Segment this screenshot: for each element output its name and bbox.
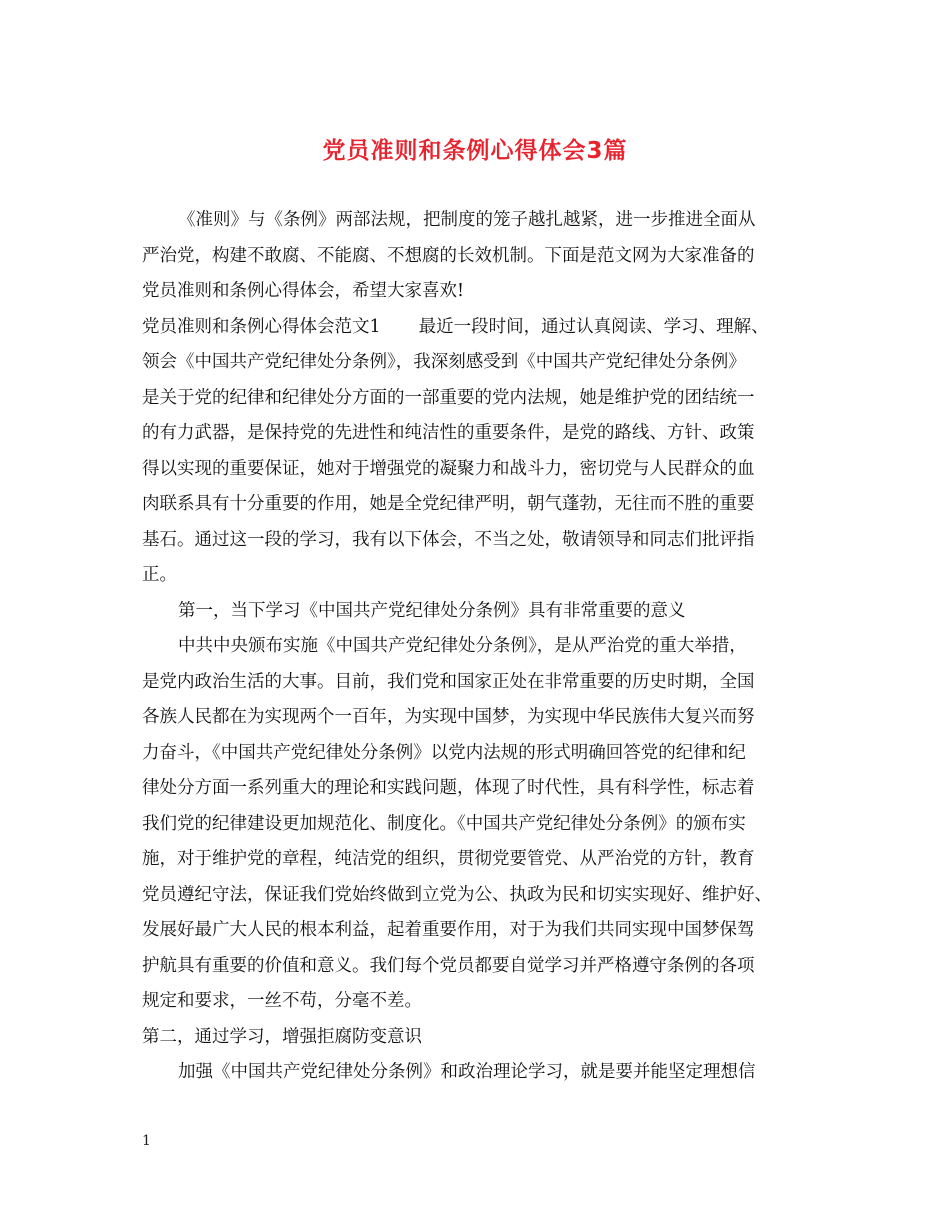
paragraph-line: 《准则》与《条例》两部法规，把制度的笼子越扎越紧，进一步推进全面从 bbox=[178, 210, 756, 230]
paragraph-line: 施，对于维护党的章程，纯洁党的组织，贯彻党要管党、从严治党的方针，教育 bbox=[142, 849, 755, 869]
paragraph-line: 肉联系具有十分重要的作用，她是全党纪律严明，朝气蓬勃，无往而不胜的重要 bbox=[142, 494, 755, 514]
paragraph-line: 力奋斗，《中国共产党纪律处分条例》以党内法规的形式明确回答党的纪律和纪 bbox=[142, 742, 746, 763]
paragraph-line: 基石。通过这一段的学习，我有以下体会，不当之处，敬请领导和同志们批评指 bbox=[142, 529, 755, 550]
document-title: 党员准则和条例心得体会3篇 bbox=[322, 138, 628, 164]
paragraph-line bbox=[142, 1126, 822, 1162]
document-body bbox=[142, 203, 822, 1162]
paragraph-line: 党员准则和条例心得体会，希望大家喜欢! bbox=[142, 281, 465, 301]
paragraph-line bbox=[142, 310, 822, 346]
paragraph-line: 是党内政治生活的大事。目前，我们党和国家正处在非常重要的历史时期，全国 bbox=[142, 671, 755, 692]
paragraph-line: 第二，通过学习，增强拒腐防变意识 bbox=[142, 1026, 422, 1047]
paragraph-line: 正。 bbox=[142, 565, 177, 585]
paragraph-line bbox=[142, 1091, 822, 1127]
paragraph-line: 加强《中国共产党纪律处分条例》和政治理论学习，就是要并能坚定理想信 bbox=[178, 1062, 756, 1082]
paragraph-line: 严治党，构建不敢腐、不能腐、不想腐的长效机制。下面是范文网为大家准备的 bbox=[142, 245, 755, 266]
paragraph-line: 规定和要求，一丝不苟，分毫不差。 bbox=[142, 991, 422, 1011]
paragraph-text: 最近一段时间，通过认真阅读、学习、理解、 bbox=[418, 316, 769, 337]
paragraph-line: 律处分方面一系列重大的理论和实践问题，体现了时代性，具有科学性，标志着 bbox=[142, 778, 755, 798]
paragraph-line: 是关于党的纪律和纪律处分方面的一部重要的党内法规，她是维护党的团结统一 bbox=[142, 387, 755, 408]
paragraph-line: 领会《中国共产党纪律处分条例》，我深刻感受到《中国共产党纪律处分条例》 bbox=[142, 352, 746, 372]
paragraph-line: 党员遵纪守法，保证我们党始终做到立党为公、执政为民和切实实现好、维护好、 bbox=[142, 884, 772, 905]
paragraph-line: 得以实现的重要保证，她对于增强党的凝聚力和战斗力，密切党与人民群众的血 bbox=[142, 458, 755, 479]
paragraph-line: 各族人民都在为实现两个一百年，为实现中国梦，为实现中华民族伟大复兴而努 bbox=[142, 707, 755, 727]
page-number: 1 bbox=[142, 1133, 151, 1149]
paragraph-line: 的有力武器，是保持党的先进性和纯洁性的重要条件，是党的路线、方针、政策 bbox=[142, 423, 755, 443]
paragraph-line: 中共中央颁布实施《中国共产党纪律处分条例》，是从严治党的重大举措， bbox=[178, 636, 747, 656]
paragraph-line: 发展好最广大人民的根本利益，起着重要作用，对于为我们共同实现中国梦保驾 bbox=[142, 920, 755, 940]
paragraph-line: 护航具有重要的价值和意义。我们每个党员都要自觉学习并严格遵守条例的各项 bbox=[142, 955, 755, 976]
paragraph-line: 第一，当下学习《中国共产党纪律处分条例》具有非常重要的意义 bbox=[178, 600, 686, 621]
section-heading: 党员准则和条例心得体会范文1 bbox=[142, 316, 381, 337]
paragraph-line: 我们党的纪律建设更加规范化、制度化。《中国共产党纪律处分条例》的颁布实 bbox=[142, 813, 746, 834]
